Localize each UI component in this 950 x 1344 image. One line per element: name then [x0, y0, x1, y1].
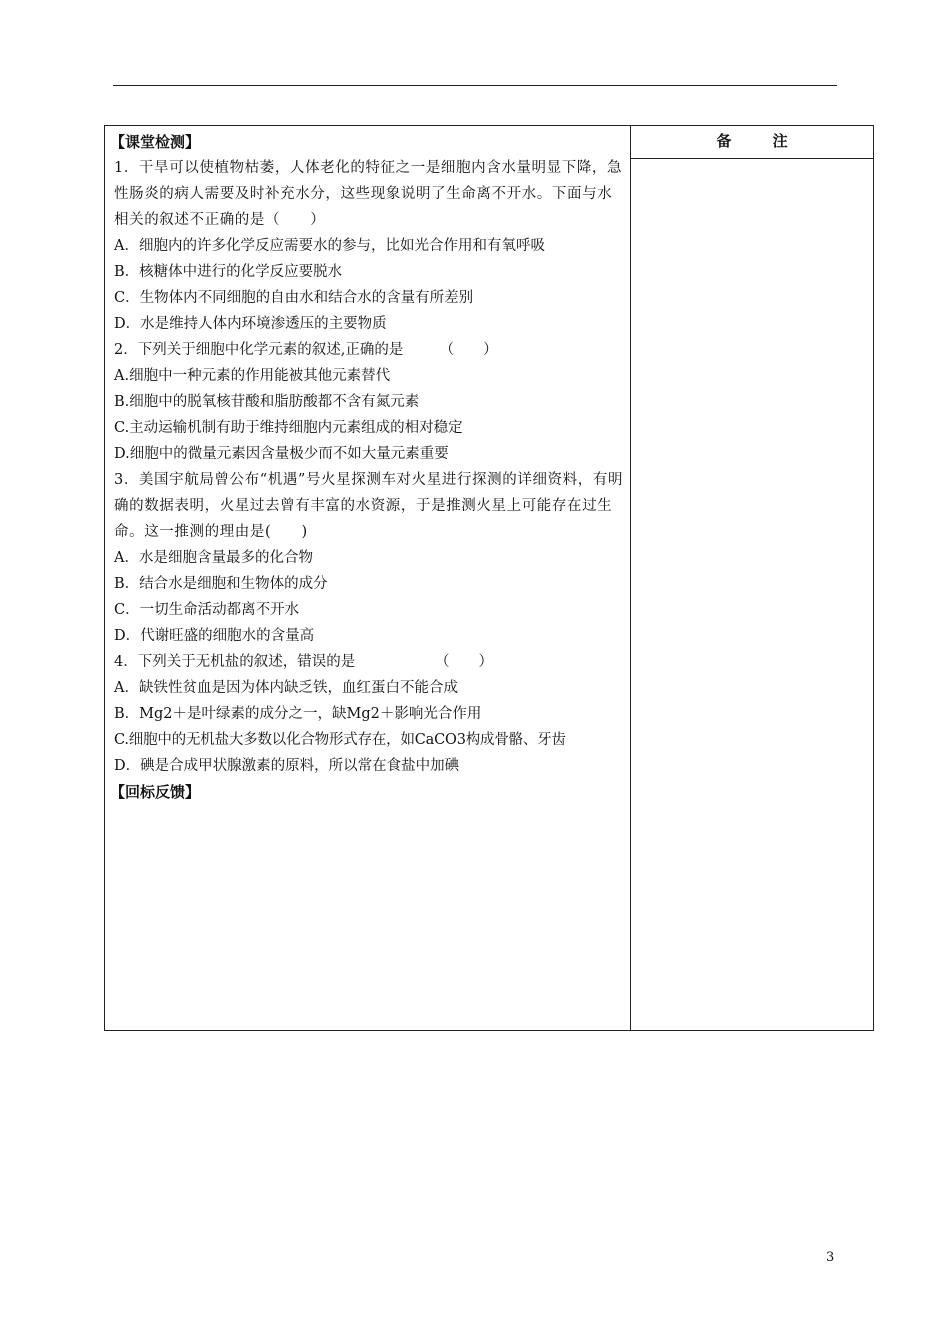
main-column	[105, 126, 631, 1030]
option-a: A．细胞内的许多化学反应需要水的参与，比如光合作用和有氧呼吸	[114, 238, 545, 254]
question-stem: 2．下列关于细胞中化学元素的叙述,正确的是 （ ）	[114, 342, 498, 358]
option-b: B．结合水是细胞和生物体的成分	[114, 576, 328, 592]
option-c: C.细胞中的无机盐大多数以化合物形式存在，如CaCO3构成骨骼、牙齿	[114, 732, 566, 748]
option-d: D.细胞中的微量元素因含量极少而不如大量元素重要	[114, 446, 449, 462]
option-c: C.主动运输机制有助于维持细胞内元素组成的相对稳定	[114, 420, 463, 436]
section-title-check: 【课堂检测】	[110, 133, 201, 151]
notes-header: 备 注	[631, 126, 873, 159]
question-stem: 4．下列关于无机盐的叙述，错误的是 （ ）	[114, 654, 493, 670]
question-stem: 1．干旱可以使植物枯萎，人体老化的特征之一是细胞内含水量明显下降，急性肠炎的病人需要及时补充水分，这些现象说明了生命离不开水。下面与水相关的叙述不正确的是（ ）	[114, 160, 623, 228]
option-c: C．一切生命活动都离不开水	[114, 602, 300, 618]
option-b: B．核糖体中进行的化学反应要脱水	[114, 264, 343, 280]
option-d: D．水是维持人体内环境渗透压的主要物质	[114, 316, 387, 332]
question-stem: 3．美国宇航局曾公布“机遇”号火星探测车对火星进行探测的详细资料，有明确的数据表明，火星过去曾有丰富的水资源，于是推测火星上可能存在过生命。这一推测的理由是( )	[114, 472, 624, 540]
page-number: 3	[826, 1250, 835, 1265]
section-title-feedback: 【回标反馈】	[110, 783, 201, 801]
question-4	[114, 649, 624, 779]
option-c: C．生物体内不同细胞的自由水和结合水的含量有所差别	[114, 290, 474, 306]
option-a: A．缺铁性贫血是因为体内缺乏铁，血红蛋白不能合成	[114, 680, 458, 696]
option-b: B.细胞中的脱氧核苷酸和脂肪酸都不含有氮元素	[114, 394, 420, 410]
option-a: A.细胞中一种元素的作用能被其他元素替代	[114, 368, 391, 384]
option-a: A．水是细胞含量最多的化合物	[114, 550, 313, 566]
option-d: D．碘是合成甲状腺激素的原料，所以常在食盐中加碘	[114, 758, 460, 774]
notes-column	[631, 126, 873, 1030]
option-d: D．代谢旺盛的细胞水的含量高	[114, 628, 315, 644]
question-3	[114, 467, 624, 649]
question-1	[114, 155, 624, 337]
question-2	[114, 337, 624, 467]
worksheet-table	[104, 125, 874, 1031]
option-b: B．Mg2＋是叶绿素的成分之一，缺Mg2＋影响光合作用	[114, 706, 482, 722]
header-rule	[113, 85, 837, 86]
